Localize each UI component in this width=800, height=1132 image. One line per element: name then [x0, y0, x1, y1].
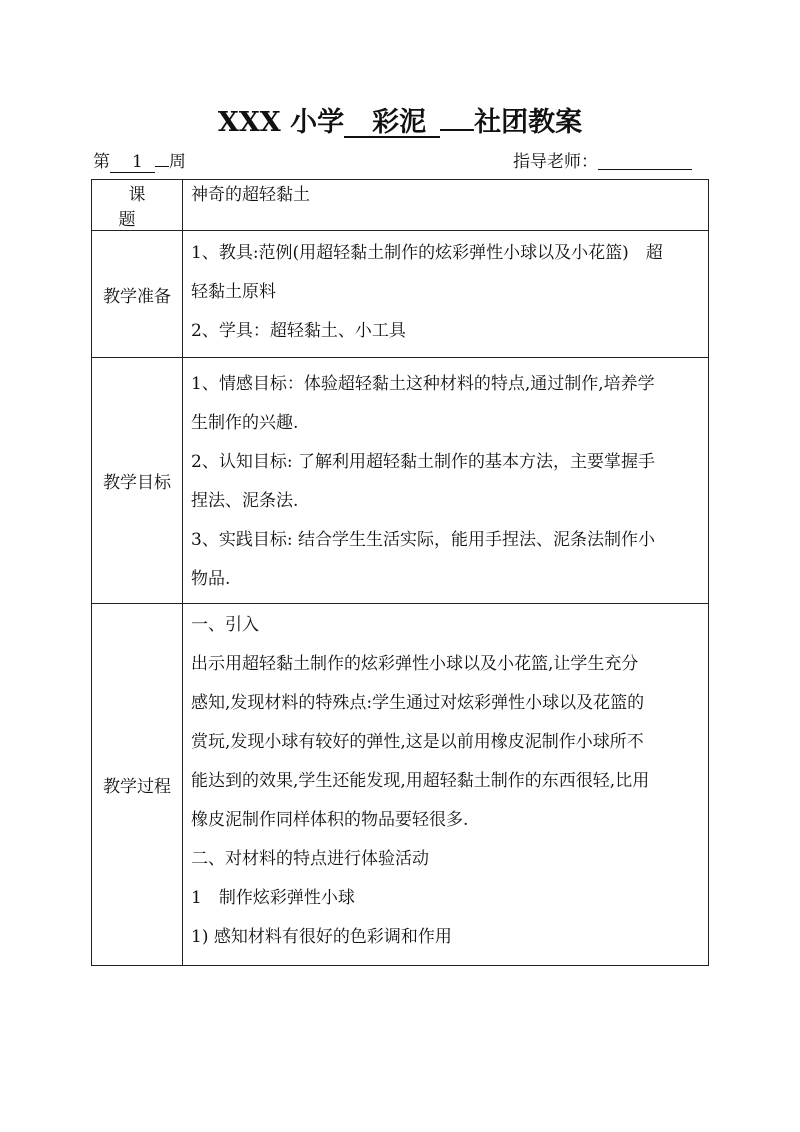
process-line: 1) 感知材料有很好的色彩调和作用 [191, 927, 452, 947]
goals-label: 教学目标 [92, 358, 183, 604]
topic-value-cell [183, 180, 709, 231]
goals-line: 生制作的兴趣. [191, 413, 299, 433]
process-line: 橡皮泥制作同样体积的物品要轻很多. [191, 810, 469, 830]
process-line: 能达到的效果,学生还能发现,用超轻黏土制作的东西很轻,比用 [191, 771, 650, 791]
week-number: 1 [110, 153, 155, 173]
lesson-plan-table [91, 179, 709, 966]
preparation-content [183, 231, 709, 358]
title-club-name: 彩泥 [344, 110, 440, 138]
process-line: 二、对材料的特点进行体验活动 [191, 849, 429, 869]
week-prefix: 第 [93, 152, 110, 172]
title-school: XXX 小学 [217, 107, 345, 138]
preparation-line: 2、学具：超轻黏土、小工具 [191, 321, 406, 341]
preparation-label: 教学准备 [92, 231, 183, 358]
process-line: 赏玩,发现小球有较好的弹性,这是以前用橡皮泥制作小球所不 [191, 732, 644, 752]
process-content [183, 604, 709, 966]
title-blank-underline [440, 129, 474, 131]
table-row-goals [92, 358, 709, 604]
preparation-line: 1、教具:范例(用超轻黏土制作的炫彩弹性小球以及小花篮) 超 [191, 243, 663, 263]
table-row-process [92, 604, 709, 966]
goals-line: 物品. [191, 569, 231, 589]
goals-line: 2、认知目标: 了解利用超轻黏土制作的基本方法，主要掌握手 [191, 452, 655, 472]
title-suffix: 社团教案 [474, 107, 583, 138]
table-row-topic [92, 180, 709, 231]
goals-line: 捏法、泥条法. [191, 491, 299, 511]
process-label: 教学过程 [92, 604, 183, 966]
week-suffix: 周 [168, 152, 186, 172]
topic-value: 神奇的超轻黏土 [191, 185, 310, 205]
topic-label-cell [92, 180, 183, 231]
week-underline [155, 166, 169, 167]
goals-content [183, 358, 709, 604]
week-info [93, 147, 186, 173]
table-row-preparation [92, 231, 709, 358]
page-title [0, 100, 800, 139]
teacher-info [513, 147, 692, 172]
process-line: 出示用超轻黏土制作的炫彩弹性小球以及小花篮,让学生充分 [191, 654, 639, 674]
process-line: 感知,发现材料的特殊点:学生通过对炫彩弹性小球以及花篮的 [191, 693, 645, 713]
goals-line: 1、情感目标：体验超轻黏土这种材料的特点,通过制作,培养学 [191, 374, 655, 394]
preparation-line: 轻黏土原料 [191, 282, 276, 302]
topic-label: 课题 [118, 185, 166, 230]
goals-line: 3、实践目标: 结合学生生活实际，能用手捏法、泥条法制作小 [191, 530, 655, 550]
teacher-signature-line [598, 152, 692, 170]
process-line: 1 制作炫彩弹性小球 [191, 888, 355, 908]
process-line: 一、引入 [191, 615, 259, 635]
teacher-label: 指导老师： [513, 152, 598, 172]
